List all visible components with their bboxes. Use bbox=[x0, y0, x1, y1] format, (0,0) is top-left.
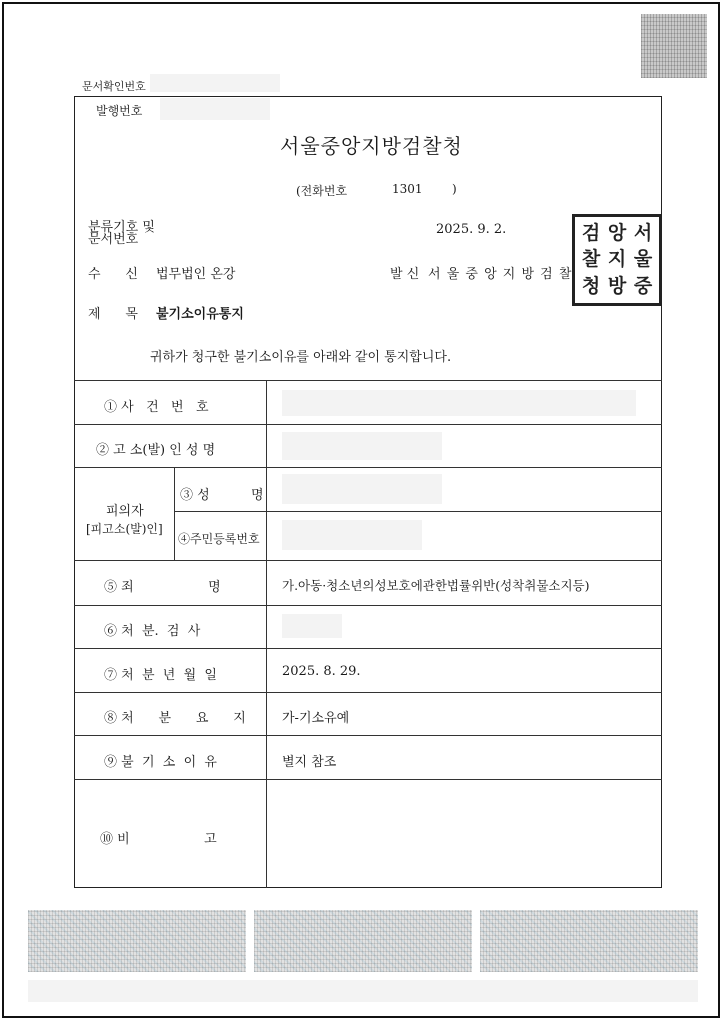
recipient-label: 수 신 bbox=[88, 267, 138, 282]
prosecutor-label: ⑥ 처 분. 검 사 bbox=[104, 624, 201, 639]
seal-char: 앙 bbox=[607, 221, 627, 244]
remarks-label: ⑩ 비 고 bbox=[100, 832, 217, 847]
suspect-group-label-2: [피고소(발)인] bbox=[86, 522, 163, 536]
official-seal bbox=[572, 214, 662, 306]
class-label-2: 문서번호 bbox=[88, 232, 139, 247]
row-line bbox=[74, 424, 662, 425]
seal-char: 찰 bbox=[581, 248, 601, 271]
disposal-summary-label: ⑧ 처 분 요 지 bbox=[104, 711, 246, 726]
footer-strip bbox=[28, 980, 698, 1002]
suspect-group-label-1: 피의자 bbox=[106, 504, 144, 519]
suspect-rrn-label: ④주민등록번호 bbox=[178, 532, 260, 546]
complainant-redacted bbox=[282, 432, 442, 460]
doc-confirm-redacted bbox=[150, 74, 280, 92]
subject-label: 제 목 bbox=[88, 307, 138, 322]
col-line bbox=[174, 467, 175, 560]
recipient-value: 법무법인 온강 bbox=[156, 267, 236, 282]
case-no-redacted bbox=[282, 390, 636, 416]
offense-value: 가.아동·청소년의성보호에관한법률위반(성착취물소지등) bbox=[282, 578, 590, 593]
seal-char: 서 bbox=[633, 221, 653, 244]
sender-value: 서 울 중 앙 지 방 검 찰 bbox=[428, 267, 573, 282]
seal-char: 중 bbox=[633, 275, 653, 298]
case-no-label: ① 사 건 번 호 bbox=[104, 400, 209, 415]
row-line bbox=[74, 779, 662, 780]
offense-label: ⑤ 죄 명 bbox=[104, 580, 221, 595]
seal-char: 청 bbox=[581, 275, 601, 298]
disposal-date-value: 2025. 8. 29. bbox=[282, 664, 361, 679]
seal-char: 방 bbox=[607, 275, 627, 298]
col-line bbox=[266, 380, 267, 888]
prosecutor-redacted bbox=[282, 614, 342, 638]
row-line bbox=[74, 605, 662, 606]
barcode-strip bbox=[480, 910, 698, 972]
agency-title: 서울중앙지방검찰청 bbox=[280, 134, 463, 158]
suspect-rrn-redacted bbox=[282, 520, 422, 550]
sender-label: 발 신 bbox=[390, 267, 420, 282]
suspect-name-label: ③ 성 명 bbox=[180, 488, 264, 503]
complainant-label: ② 고 소(발) 인 성 명 bbox=[96, 443, 216, 458]
issue-no-redacted bbox=[160, 98, 270, 120]
barcode-strip bbox=[254, 910, 472, 972]
disposal-date-label: ⑦ 처 분 년 월 일 bbox=[104, 668, 217, 683]
row-line bbox=[74, 467, 662, 468]
phone-close: ) bbox=[452, 182, 457, 196]
phone-label: (전화번호 bbox=[296, 184, 348, 198]
non-indict-reason-value: 별지 참조 bbox=[282, 755, 337, 770]
row-line bbox=[74, 560, 662, 561]
row-line bbox=[74, 735, 662, 736]
row-line bbox=[174, 511, 662, 512]
document-date: 2025. 9. 2. bbox=[436, 222, 507, 237]
disposal-summary-value: 가-기소유예 bbox=[282, 711, 350, 726]
phone-value: 1301 bbox=[392, 182, 423, 196]
subject-value: 불기소이유통지 bbox=[156, 307, 244, 322]
seal-char: 검 bbox=[581, 221, 601, 244]
barcode-stamp bbox=[641, 14, 707, 78]
seal-char: 지 bbox=[607, 248, 627, 271]
row-line bbox=[74, 380, 662, 381]
row-line bbox=[74, 692, 662, 693]
row-line bbox=[74, 648, 662, 649]
doc-confirm-label: 문서확인번호 bbox=[82, 80, 146, 93]
intro-text: 귀하가 청구한 불기소이유를 아래와 같이 통지합니다. bbox=[150, 350, 452, 365]
non-indict-reason-label: ⑨ 불 기 소 이 유 bbox=[104, 755, 217, 770]
barcode-strip bbox=[28, 910, 246, 972]
issue-no-label: 발행번호 bbox=[96, 104, 143, 118]
suspect-name-redacted bbox=[282, 474, 442, 504]
seal-char: 울 bbox=[633, 248, 653, 271]
class-label-1: 분류기호 및 bbox=[88, 220, 155, 235]
